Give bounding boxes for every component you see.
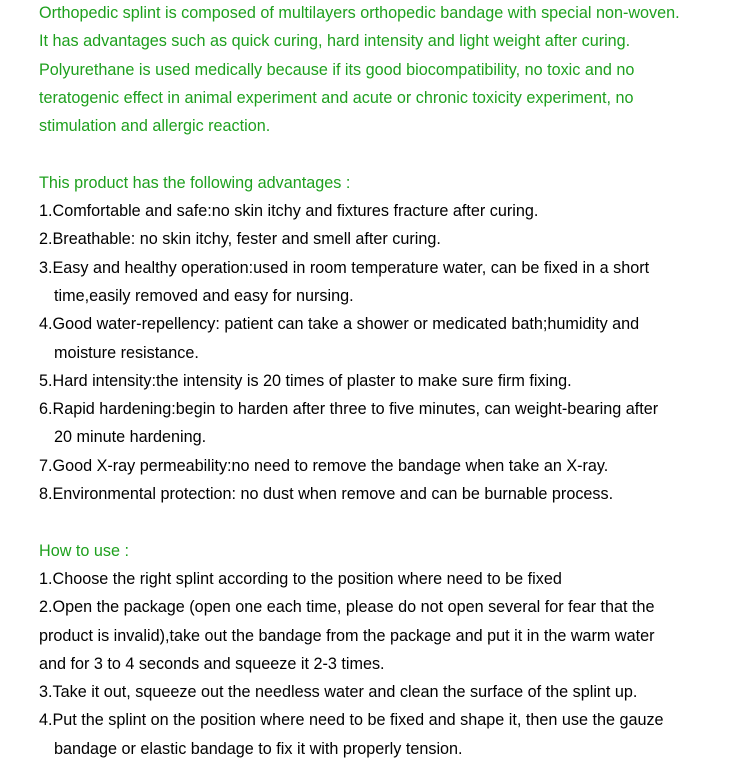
how-to-use-heading: How to use : (39, 541, 129, 560)
advantage-item: 2.Breathable: no skin itchy, fester and smell after curing. (39, 230, 441, 249)
intro-line: teratogenic effect in animal experiment and acute or chronic toxicity experiment, no (39, 88, 634, 107)
usage-step-continuation: bandage or elastic bandage to fix it with properly tension. (54, 739, 463, 758)
usage-step: 4.Put the splint on the position where need to be fixed and shape it, then use the gauze (39, 711, 664, 730)
intro-line: Polyurethane is used medically because if its good biocompatibility, no toxic and no (39, 60, 635, 79)
usage-step-continuation: and for 3 to 4 seconds and squeeze it 2-3 times. (39, 654, 385, 673)
usage-step: 1.Choose the right splint according to the position where need to be fixed (39, 569, 562, 588)
usage-step: 3.Take it out, squeeze out the needless water and clean the surface of the splint up. (39, 683, 638, 702)
advantage-item-continuation: moisture resistance. (54, 343, 199, 362)
advantage-item-continuation: time,easily removed and easy for nursing. (54, 286, 354, 305)
how-to-use-section (39, 537, 750, 763)
advantages-section (39, 169, 750, 509)
intro-line: Orthopedic splint is composed of multilayers orthopedic bandage with special non-woven. (39, 4, 680, 22)
advantage-item: 5.Hard intensity:the intensity is 20 times of plaster to make sure firm fixing. (39, 371, 572, 390)
advantages-heading: This product has the following advantages : (39, 173, 351, 192)
advantage-item: 7.Good X-ray permeability:no need to remove the bandage when take an X-ray. (39, 456, 609, 475)
advantage-item-continuation: 20 minute hardening. (54, 428, 207, 447)
advantage-item: 6.Rapid hardening:begin to harden after three to five minutes, can weight-bearing after (39, 400, 659, 419)
usage-step: 2.Open the package (open one each time, please do not open several for fear that the (39, 598, 655, 617)
usage-step-continuation: product is invalid),take out the bandage from the package and put it in the warm water (39, 626, 655, 645)
intro-paragraph (39, 0, 750, 140)
advantage-item: 8.Environmental protection: no dust when remove and can be burnable process. (39, 485, 614, 504)
advantage-item: 4.Good water-repellency: patient can take a shower or medicated bath;humidity and (39, 315, 640, 334)
advantage-item: 1.Comfortable and safe:no skin itchy and fixtures fracture after curing. (39, 202, 539, 221)
intro-line: It has advantages such as quick curing, hard intensity and light weight after curing. (39, 32, 631, 51)
intro-line: stimulation and allergic reaction. (39, 117, 271, 136)
spacer (39, 508, 750, 536)
spacer (39, 140, 750, 168)
product-description (39, 0, 750, 763)
advantage-item: 3.Easy and healthy operation:used in room temperature water, can be fixed in a short (39, 258, 650, 277)
